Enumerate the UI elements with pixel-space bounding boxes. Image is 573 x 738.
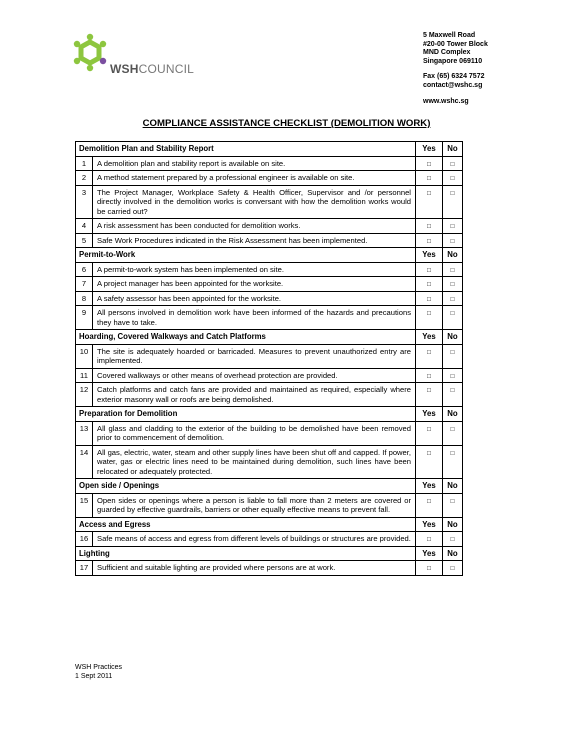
no-column-header: No <box>443 330 463 345</box>
checklist-item-row <box>76 156 463 171</box>
yes-column-header: Yes <box>416 248 443 263</box>
yes-column-header: Yes <box>416 330 443 345</box>
item-number: 10 <box>76 344 93 368</box>
checklist-item-row <box>76 219 463 234</box>
item-number: 6 <box>76 262 93 277</box>
page-title: COMPLIANCE ASSISTANCE CHECKLIST (DEMOLITION WORK) <box>142 118 431 129</box>
wsh-council-logo <box>72 32 195 82</box>
checklist-item-row <box>76 532 463 547</box>
checklist-table <box>75 141 463 576</box>
yes-checkbox[interactable]: □ <box>416 493 443 517</box>
item-text: A method statement prepared by a professional engineer is available on site. <box>93 171 416 186</box>
yes-checkbox[interactable]: □ <box>416 344 443 368</box>
item-text: A permit-to-work system has been implemented on site. <box>93 262 416 277</box>
yes-checkbox[interactable]: □ <box>416 185 443 219</box>
checklist-item-row <box>76 368 463 383</box>
logo-wordmark: WSHCOUNCIL <box>110 62 195 76</box>
yes-column-header: Yes <box>416 546 443 561</box>
item-text: All persons involved in demolition work have been informed of the hazards and precautions they have to take. <box>93 306 416 330</box>
no-checkbox[interactable]: □ <box>443 445 463 479</box>
website-link[interactable]: www.wshc.sg <box>423 97 469 105</box>
address-line: #20-00 Tower Block <box>423 40 488 48</box>
yes-checkbox[interactable]: □ <box>416 291 443 306</box>
yes-checkbox[interactable]: □ <box>416 532 443 547</box>
section-header-row <box>76 546 463 561</box>
checklist-item-row <box>76 421 463 445</box>
no-checkbox[interactable]: □ <box>443 344 463 368</box>
item-text: The site is adequately hoarded or barricaded. Measures to prevent unauthorized entry are implemented. <box>93 344 416 368</box>
item-text: A safety assessor has been appointed for the worksite. <box>93 291 416 306</box>
section-title: Permit-to-Work <box>76 248 416 263</box>
item-number: 4 <box>76 219 93 234</box>
checklist-item-row <box>76 262 463 277</box>
checklist-item-row <box>76 493 463 517</box>
logo-hexagon-icon <box>72 32 108 80</box>
no-checkbox[interactable]: □ <box>443 171 463 186</box>
section-title: Open side / Openings <box>76 479 416 494</box>
yes-column-header: Yes <box>416 479 443 494</box>
checklist-item-row <box>76 171 463 186</box>
section-title: Hoarding, Covered Walkways and Catch Platforms <box>76 330 416 345</box>
no-checkbox[interactable]: □ <box>443 262 463 277</box>
checklist-item-row <box>76 445 463 479</box>
no-checkbox[interactable]: □ <box>443 185 463 219</box>
no-checkbox[interactable]: □ <box>443 233 463 248</box>
item-text: Safe Work Procedures indicated in the Risk Assessment has been implemented. <box>93 233 416 248</box>
yes-column-header: Yes <box>416 407 443 422</box>
address-block <box>423 32 488 106</box>
yes-checkbox[interactable]: □ <box>416 171 443 186</box>
yes-checkbox[interactable]: □ <box>416 277 443 292</box>
section-title: Demolition Plan and Stability Report <box>76 142 416 157</box>
item-number: 13 <box>76 421 93 445</box>
item-text: Catch platforms and catch fans are provided and maintained as required, especially where exterior masonry wall or roofs are being demolished. <box>93 383 416 407</box>
no-column-header: No <box>443 517 463 532</box>
footer-line: 1 Sept 2011 <box>75 672 113 680</box>
item-number: 11 <box>76 368 93 383</box>
no-checkbox[interactable]: □ <box>443 493 463 517</box>
item-number: 1 <box>76 156 93 171</box>
item-number: 15 <box>76 493 93 517</box>
no-checkbox[interactable]: □ <box>443 306 463 330</box>
section-header-row <box>76 517 463 532</box>
section-header-row <box>76 479 463 494</box>
section-header-row <box>76 407 463 422</box>
item-number: 9 <box>76 306 93 330</box>
no-column-header: No <box>443 479 463 494</box>
no-checkbox[interactable]: □ <box>443 532 463 547</box>
item-text: All gas, electric, water, steam and other supply lines have been shut off and capped. If power, water, gas or electric lines need to be maintained during demolition, such lines have been relocated or adequately protected. <box>93 445 416 479</box>
item-number: 7 <box>76 277 93 292</box>
section-title: Access and Egress <box>76 517 416 532</box>
address-line: 5 Maxwell Road <box>423 32 476 39</box>
yes-checkbox[interactable]: □ <box>416 368 443 383</box>
section-title: Preparation for Demolition <box>76 407 416 422</box>
item-text: Open sides or openings where a person is liable to fall more than 2 meters are covered or guarded by effective guardrails, barriers or other equally effective means to prevent fall. <box>93 493 416 517</box>
no-column-header: No <box>443 142 463 157</box>
item-number: 2 <box>76 171 93 186</box>
item-number: 16 <box>76 532 93 547</box>
item-text: Sufficient and suitable lighting are provided where persons are at work. <box>93 561 416 576</box>
no-checkbox[interactable]: □ <box>443 156 463 171</box>
checklist-body <box>76 142 463 576</box>
no-checkbox[interactable]: □ <box>443 291 463 306</box>
yes-checkbox[interactable]: □ <box>416 383 443 407</box>
no-column-header: No <box>443 407 463 422</box>
item-text: Safe means of access and egress from different levels of buildings or structures are provided. <box>93 532 416 547</box>
item-number: 17 <box>76 561 93 576</box>
no-checkbox[interactable]: □ <box>443 421 463 445</box>
item-text: A risk assessment has been conducted for demolition works. <box>93 219 416 234</box>
checklist-item-row <box>76 344 463 368</box>
no-checkbox[interactable]: □ <box>443 561 463 576</box>
email-link[interactable]: contact@wshc.sg <box>423 81 483 89</box>
section-header-row <box>76 142 463 157</box>
item-number: 12 <box>76 383 93 407</box>
section-header-row <box>76 330 463 345</box>
item-text: All glass and cladding to the exterior of the building to be demolished have been removed prior to commencement of demolition. <box>93 421 416 445</box>
section-title: Lighting <box>76 546 416 561</box>
yes-column-header: Yes <box>416 142 443 157</box>
no-checkbox[interactable]: □ <box>443 277 463 292</box>
checklist-item-row <box>76 306 463 330</box>
item-text: The Project Manager, Workplace Safety & Health Officer, Supervisor and /or personnel directly involved in the demolition works is conversant with how the demolition works would be carried out? <box>93 185 416 219</box>
yes-checkbox[interactable]: □ <box>416 421 443 445</box>
yes-checkbox[interactable]: □ <box>416 306 443 330</box>
no-checkbox[interactable]: □ <box>443 219 463 234</box>
checklist-item-row <box>76 233 463 248</box>
yes-checkbox[interactable]: □ <box>416 445 443 479</box>
footer-line: WSH Practices <box>75 664 123 671</box>
fax-number: Fax (65) 6324 7572 <box>423 73 485 81</box>
item-number: 14 <box>76 445 93 479</box>
item-number: 5 <box>76 233 93 248</box>
checklist-item-row <box>76 277 463 292</box>
yes-column-header: Yes <box>416 517 443 532</box>
yes-checkbox[interactable]: □ <box>416 219 443 234</box>
yes-checkbox[interactable]: □ <box>416 262 443 277</box>
no-checkbox[interactable]: □ <box>443 383 463 407</box>
address-line: Singapore 069110 <box>423 57 483 65</box>
no-column-header: No <box>443 248 463 263</box>
item-number: 3 <box>76 185 93 219</box>
footer <box>75 664 122 681</box>
item-number: 8 <box>76 291 93 306</box>
address-line: MND Complex <box>423 49 471 57</box>
yes-checkbox[interactable]: □ <box>416 233 443 248</box>
item-text: A demolition plan and stability report is available on site. <box>93 156 416 171</box>
no-column-header: No <box>443 546 463 561</box>
section-header-row <box>76 248 463 263</box>
yes-checkbox[interactable]: □ <box>416 561 443 576</box>
checklist-item-row <box>76 185 463 219</box>
yes-checkbox[interactable]: □ <box>416 156 443 171</box>
checklist-item-row <box>76 383 463 407</box>
checklist-item-row <box>76 291 463 306</box>
item-text: Covered walkways or other means of overhead protection are provided. <box>93 368 416 383</box>
item-text: A project manager has been appointed for the worksite. <box>93 277 416 292</box>
checklist-item-row <box>76 561 463 576</box>
no-checkbox[interactable]: □ <box>443 368 463 383</box>
